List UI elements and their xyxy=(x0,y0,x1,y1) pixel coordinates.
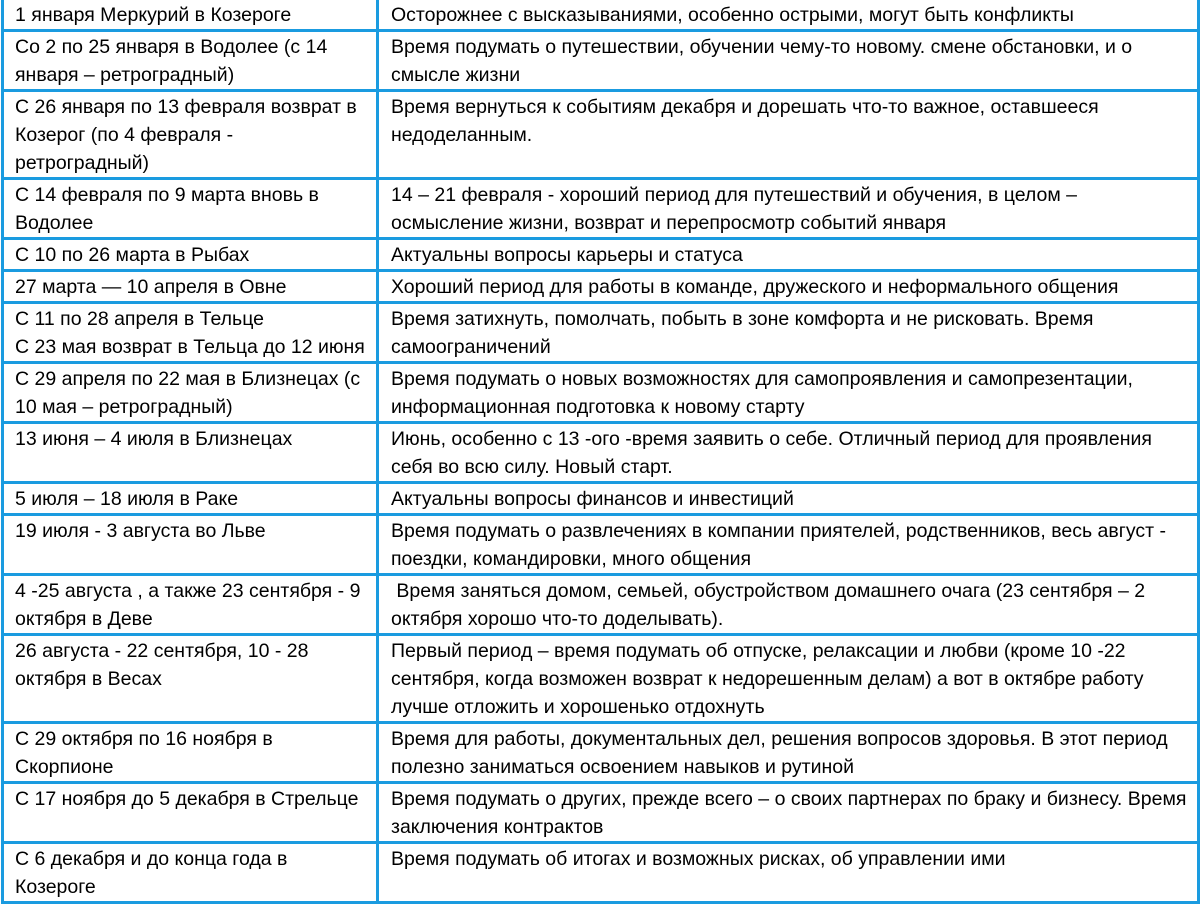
table-row xyxy=(3,515,1199,575)
description-cell xyxy=(378,575,1199,635)
description-text: Время затихнуть, помолчать, побыть в зоне комфорта и не рисковать. Время самоограничений xyxy=(391,308,1099,358)
description-cell xyxy=(378,91,1199,179)
description-text: Осторожнее с высказываниями, особенно острыми, могут быть конфликты xyxy=(391,4,1074,26)
table-row xyxy=(3,363,1199,423)
period-cell xyxy=(3,635,378,723)
period-text: С 26 января по 13 февраля возврат в Козерог (по 4 февраля - ретроградный) xyxy=(15,96,363,174)
period-cell xyxy=(3,575,378,635)
table-row xyxy=(3,723,1199,783)
period-text: 4 -25 августа , а также 23 сентября - 9 октября в Деве xyxy=(15,580,366,630)
period-cell xyxy=(3,271,378,303)
period-text: С 10 по 26 марта в Рыбах xyxy=(15,244,250,266)
period-cell xyxy=(3,723,378,783)
period-cell xyxy=(3,843,378,903)
description-cell xyxy=(378,783,1199,843)
table-row xyxy=(3,635,1199,723)
table-row xyxy=(3,575,1199,635)
description-cell xyxy=(378,239,1199,271)
description-text: Время для работы, документальных дел, решения вопросов здоровья. В этот период полезно заниматься освоением навыков и рутиной xyxy=(391,728,1173,778)
period-text: С 11 по 28 апреля в Тельце С 23 мая возврат в Тельца до 12 июня xyxy=(15,308,365,358)
description-cell xyxy=(378,843,1199,903)
period-cell xyxy=(3,363,378,423)
description-text: Время заняться домом, семьей, обустройством домашнего очага (23 сентября – 2 октября хорошо что-то доделывать). xyxy=(391,580,1151,630)
table-row xyxy=(3,91,1199,179)
period-text: С 17 ноября до 5 декабря в Стрельце xyxy=(15,788,359,810)
description-text: Время подумать о других, прежде всего – о своих партнерах по браку и бизнесу. Время заключения контрактов xyxy=(391,788,1192,838)
period-text: Со 2 по 25 января в Водолее (с 14 января – ретроградный) xyxy=(15,36,333,86)
description-text: 14 – 21 февраля - хороший период для путешествий и обучения, в целом – осмысление жизни, возврат и перепросмотр событий января xyxy=(391,184,1083,234)
period-cell xyxy=(3,91,378,179)
period-cell xyxy=(3,31,378,91)
period-cell xyxy=(3,239,378,271)
period-text: С 29 апреля по 22 мая в Близнецах (с 10 мая – ретроградный) xyxy=(15,368,366,418)
period-cell xyxy=(3,783,378,843)
table-row xyxy=(3,483,1199,515)
table-row xyxy=(3,843,1199,903)
description-cell xyxy=(378,423,1199,483)
description-cell xyxy=(378,303,1199,363)
period-text: С 6 декабря и до конца года в Козероге xyxy=(15,848,293,898)
table-row xyxy=(3,303,1199,363)
period-cell xyxy=(3,483,378,515)
period-cell xyxy=(3,423,378,483)
description-text: Актуальны вопросы карьеры и статуса xyxy=(391,244,743,266)
table-row xyxy=(3,239,1199,271)
description-cell xyxy=(378,723,1199,783)
description-cell xyxy=(378,363,1199,423)
period-cell xyxy=(3,179,378,239)
description-text: Время подумать о развлечениях в компании приятелей, родственников, весь август - поездки, командировки, много общения xyxy=(391,520,1172,570)
description-text: Время вернуться к событиям декабря и дорешать что-то важное, оставшееся недоделанным. xyxy=(391,96,1105,146)
description-text: Первый период – время подумать об отпуске, релаксации и любви (кроме 10 -22 сентября, когда возможен возврат к недорешенным делам) а вот в октябре работу лучше отложить и хорошенько отдохнуть xyxy=(391,640,1149,718)
table-row xyxy=(3,31,1199,91)
period-cell xyxy=(3,0,378,31)
description-cell xyxy=(378,271,1199,303)
description-text: Хороший период для работы в команде, дружеского и неформального общения xyxy=(391,276,1119,298)
table-row xyxy=(3,423,1199,483)
period-text: 5 июля – 18 июля в Раке xyxy=(15,488,239,510)
period-text: С 14 февраля по 9 марта вновь в Водолее xyxy=(15,184,325,234)
period-text: 19 июля - 3 августа во Льве xyxy=(15,520,266,542)
period-text: 27 марта — 10 апреля в Овне xyxy=(15,276,287,298)
table-row xyxy=(3,783,1199,843)
description-cell xyxy=(378,515,1199,575)
description-text: Время подумать о новых возможностях для самопроявления и самопрезентации, информационная подготовка к новому старту xyxy=(391,368,1139,418)
period-text: 13 июня – 4 июля в Близнецах xyxy=(15,428,293,450)
description-cell xyxy=(378,483,1199,515)
description-cell xyxy=(378,635,1199,723)
period-text: 1 января Меркурий в Козероге xyxy=(15,4,292,26)
period-text: С 29 октября по 16 ноября в Скорпионе xyxy=(15,728,279,778)
description-text: Время подумать об итогах и возможных рисках, об управлении ими xyxy=(391,848,1006,870)
description-cell xyxy=(378,31,1199,91)
table-row xyxy=(3,0,1199,31)
table-row xyxy=(3,179,1199,239)
description-cell xyxy=(378,0,1199,31)
table-row xyxy=(3,271,1199,303)
description-text: Июнь, особенно с 13 -ого -время заявить о себе. Отличный период для проявления себя во всю силу. Новый старт. xyxy=(391,428,1158,478)
description-text: Время подумать о путешествии, обучении чему-то новому. смене обстановки, и о смысле жизни xyxy=(391,36,1138,86)
mercury-transit-table xyxy=(1,0,1200,904)
period-cell xyxy=(3,515,378,575)
period-cell xyxy=(3,303,378,363)
description-cell xyxy=(378,179,1199,239)
description-text: Актуальны вопросы финансов и инвестиций xyxy=(391,488,794,510)
period-text: 26 августа - 22 сентября, 10 - 28 октября в Весах xyxy=(15,640,314,690)
